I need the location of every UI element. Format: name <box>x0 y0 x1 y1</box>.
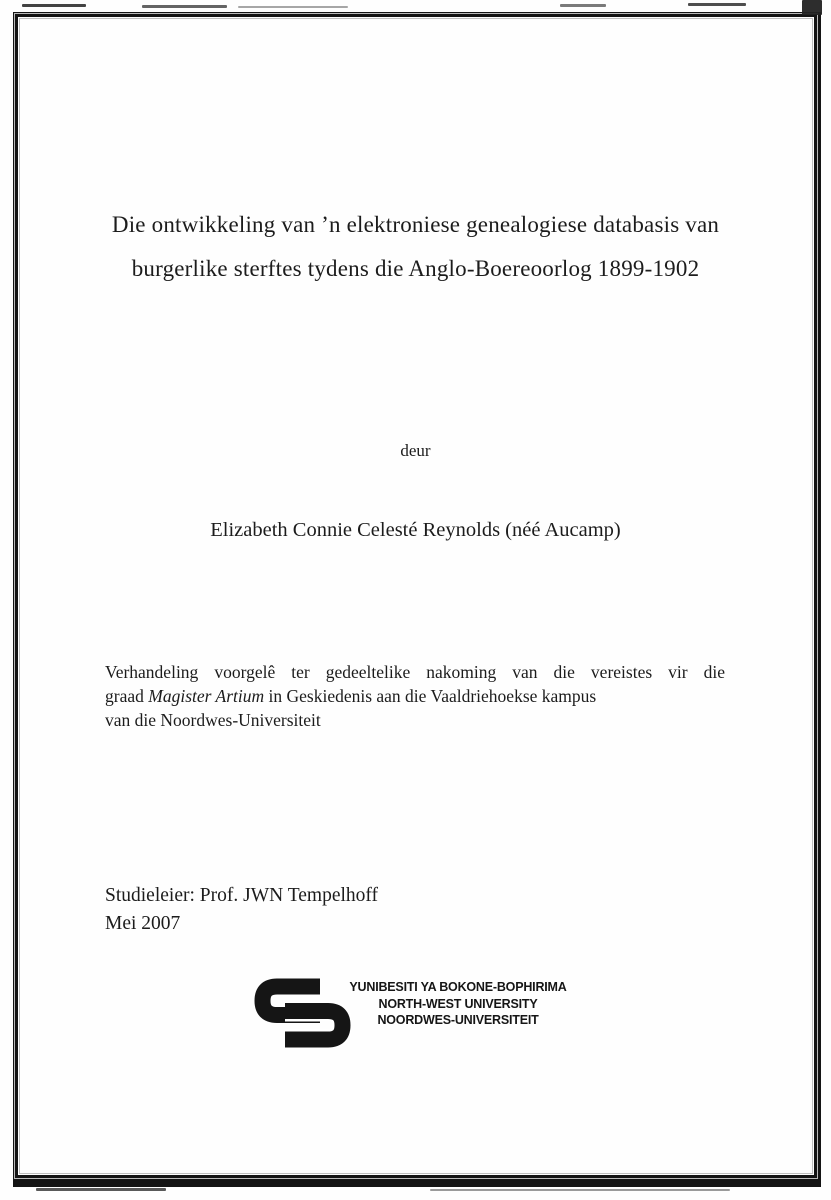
thesis-title-line1: Die ontwikkeling van ’n elektroniese genealogiese databasis van <box>111 212 720 237</box>
university-logo <box>254 976 594 1051</box>
supervisor-block <box>105 882 378 938</box>
byline-deur: deur <box>400 441 431 460</box>
submission-line2-post: in Geskiedenis aan die Vaaldriehoekse kampus <box>264 686 597 706</box>
scan-artifact <box>36 1188 166 1191</box>
scan-artifact <box>560 4 606 7</box>
degree-name: Magister Artium <box>148 686 265 706</box>
thesis-title-line2: burgerlike sterftes tydens die Anglo-Boereoorlog 1899-1902 <box>131 256 700 281</box>
submission-line2-pre: graad <box>105 686 149 706</box>
author-name: Elizabeth Connie Celesté Reynolds (néé Aucamp) <box>210 519 621 541</box>
university-logo-text <box>332 979 584 1029</box>
logo-line-setswana: YUNIBESITI YA BOKONE-BOPHIRIMA <box>349 980 567 994</box>
thesis-title <box>0 203 831 291</box>
logo-line-afrikaans: NOORDWES-UNIVERSITEIT <box>377 1013 539 1027</box>
date-line: Mei 2007 <box>105 913 181 934</box>
supervisor-line: Studieleier: Prof. JWN Tempelhoff <box>105 885 379 906</box>
scan-artifact <box>688 3 746 6</box>
submission-line2 <box>105 684 725 708</box>
submission-statement <box>105 660 725 732</box>
submission-line1: Verhandeling voorgelê ter gedeeltelike nakoming van die vereistes vir die <box>105 662 725 682</box>
scan-artifact <box>802 0 822 15</box>
scan-artifact <box>430 1189 730 1191</box>
scan-artifact <box>142 5 227 8</box>
submission-line3: van die Noordwes-Universiteit <box>105 710 321 730</box>
scan-artifact <box>238 6 348 8</box>
logo-line-english: NORTH-WEST UNIVERSITY <box>378 996 538 1011</box>
scan-artifact <box>22 4 86 7</box>
